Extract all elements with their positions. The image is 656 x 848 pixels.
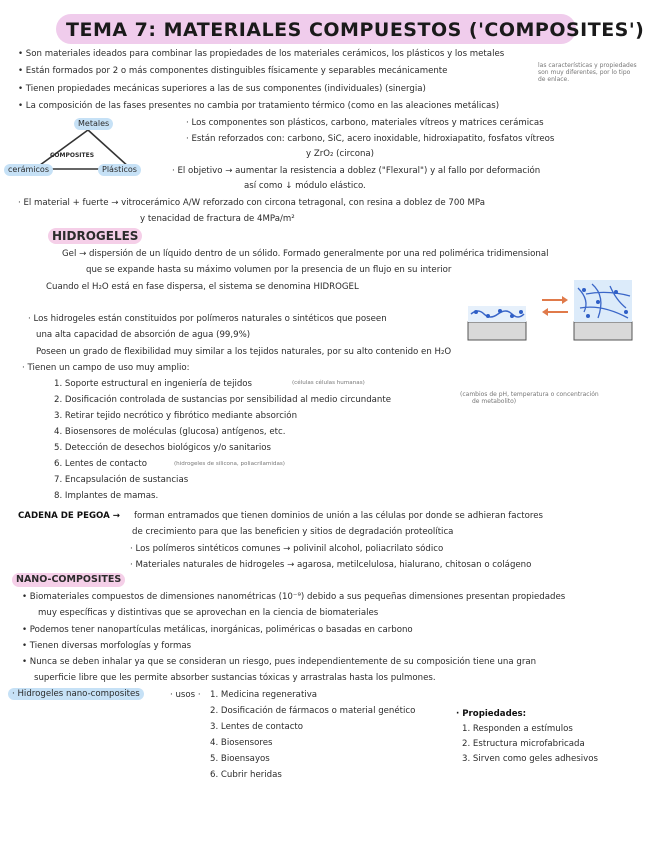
components-line-1: · Los componentes son plásticos, carbono, materiales vítreos y matrices cerámicas [186,118,544,128]
intro-line-3: • Tienen propiedades mecánicas superiores a las de sus componentes (individuales) (sinergia) [18,84,426,94]
nano-line-5: • Nunca se deben inhalar ya que se consideran un riesgo, pues independientemente de su composición tiene una gran [22,657,537,667]
cadena-line-1: forman entramados que tienen dominios de unión a las células por donde se adhieran factores [134,511,544,521]
use-item-2-note-a: (cambios de pH, temperatura o concentración [460,391,599,398]
cadena-line-2: de crecimiento para que las beneficien y sitios de degradación proteolítica [132,527,454,537]
nano-line-4: • Tienen diversas morfologías y formas [22,641,192,651]
nano-line-3: • Podemos tener nanopartículas metálicas, inorgánicas, poliméricas o basadas en carbono [22,625,413,635]
diagram-composites: COMPOSITES [50,152,95,159]
diagram-ceramicos: cerámicos [4,164,53,176]
hnc-label: · Hidrogeles nano-composites [8,688,144,700]
hnc-use-2: 2. Dosificación de fármacos o material genético [210,706,416,716]
use-item-6: 6. Lentes de contacto [54,459,148,469]
components-line-6: · El material + fuerte → vitrocerámico A/W reforzado con circona tetragonal, con resina a doblez de 700 MPa [18,198,485,208]
use-item-3: 3. Retirar tejido necrótico y fibrótico mediante absorción [54,411,298,421]
gel-line-2: que se expande hasta su máximo volumen por la presencia de un flujo en su interior [86,265,452,275]
components-line-3: y ZrO₂ (circona) [306,149,375,159]
hnc-prop-1: 1. Responden a estímulos [462,724,573,734]
hnc-prop-3: 3. Sirven como geles adhesivos [462,754,598,764]
intro-note-c: de enlace. [538,76,570,83]
components-line-4: · El objetivo → aumentar la resistencia a doblez ("Flexural") y al fallo por deformación [172,166,541,176]
hnc-use-6: 6. Cubrir heridas [210,770,282,780]
use-item-8: 8. Implantes de mamas. [54,491,159,501]
nano-heading: NANO-COMPOSITES [12,573,125,587]
hnc-prop-2: 2. Estructura microfabricada [462,739,585,749]
intro-line-2: • Están formados por 2 o más componentes distinguibles físicamente y separables mecánicamente [18,66,448,76]
intro-note-b: son muy diferentes, por lo tipo [538,69,631,76]
use-item-5: 5. Detección de desechos biológicos y/o sanitarios [54,443,272,453]
use-item-2-note-b: de metabolito) [472,398,517,405]
hydro-line-2: una alta capacidad de absorción de agua (99,9%) [36,330,251,340]
cadena-line-4: · Materiales naturales de hidrogeles → agarosa, metilcelulosa, hialurano, chitosan o colágeno [130,560,532,570]
cadena-label: CADENA DE PEGOA → [18,511,120,521]
nano-line-2: muy específicas y distintivas que se aprovechan en la ciencia de biomateriales [38,608,379,618]
use-item-2: 2. Dosificación controlada de sustancias por sensibilidad al medio circundante [54,395,392,405]
use-item-7: 7. Encapsulación de sustancias [54,475,189,485]
use-item-6-note: (hidrogeles de silicona, poliacrilamidas) [174,461,285,467]
use-item-1: 1. Soporte estructural en ingeniería de tejidos [54,379,253,389]
gel-line-3: Cuando el H₂O está en fase dispersa, el sistema se denomina HIDROGEL [46,282,359,292]
nano-line-1: • Biomateriales compuestos de dimensiones nanométricas (10⁻⁹) debido a sus pequeñas dimensiones presentan propiedades [22,592,566,602]
intro-note-a: las características y propiedades [538,62,637,69]
components-line-2: · Están reforzados con: carbono, SiC, acero inoxidable, hidroxiapatito, fosfatos vítreos [186,134,555,144]
hnc-use-1: 1. Medicina regenerativa [210,690,318,700]
page-title-text: TEMA 7: MATERIALES COMPUESTOS ('COMPOSITES') [66,19,645,41]
components-line-5: así como ↓ módulo elástico. [244,181,366,191]
hnc-prop-label: · Propiedades: [456,709,527,719]
hydro-line-3: Poseen un grado de flexibilidad muy similar a los tejidos naturales, por su alto contenido en H₂O [36,347,452,357]
diagram-metales: Metales [74,118,113,130]
intro-line-1: • Son materiales ideados para combinar las propiedades de los materiales cerámicos, los plásticos y los metales [18,49,505,59]
hydro-line-1: · Los hidrogeles están constituidos por polímeros naturales o sintéticos que poseen [28,314,387,324]
hidrogeles-heading: HIDROGELES [48,228,142,244]
hnc-use-5: 5. Bioensayos [210,754,270,764]
hnc-use-3: 3. Lentes de contacto [210,722,304,732]
use-item-4: 4. Biosensores de moléculas (glucosa) antígenos, etc. [54,427,286,437]
hydro-line-4: · Tienen un campo de uso muy amplio: [22,363,190,373]
hnc-usos-label: · usos · [170,690,201,700]
use-item-1-note: (células células humanas) [292,380,365,386]
components-line-7: y tenacidad de fractura de 4MPa/m² [140,214,295,224]
page-title [56,14,645,44]
gel-line-1: Gel → dispersión de un líquido dentro de un sólido. Formado generalmente por una red polimérica tridimensional [62,249,549,259]
hnc-use-4: 4. Biosensores [210,738,273,748]
cadena-line-3: · Los polímeros sintéticos comunes → polivinil alcohol, poliacrilato sódico [130,544,444,554]
diagram-plasticos: Plásticos [98,164,141,176]
hydrogel-swelling-illustration [466,278,642,346]
intro-line-4: • La composición de las fases presentes no cambia por tratamiento térmico (como en las aleaciones metálicas) [18,101,500,111]
nano-line-6: superficie libre que les permite absorber sustancias tóxicas y arrastralas hasta los pulmones. [34,673,436,683]
